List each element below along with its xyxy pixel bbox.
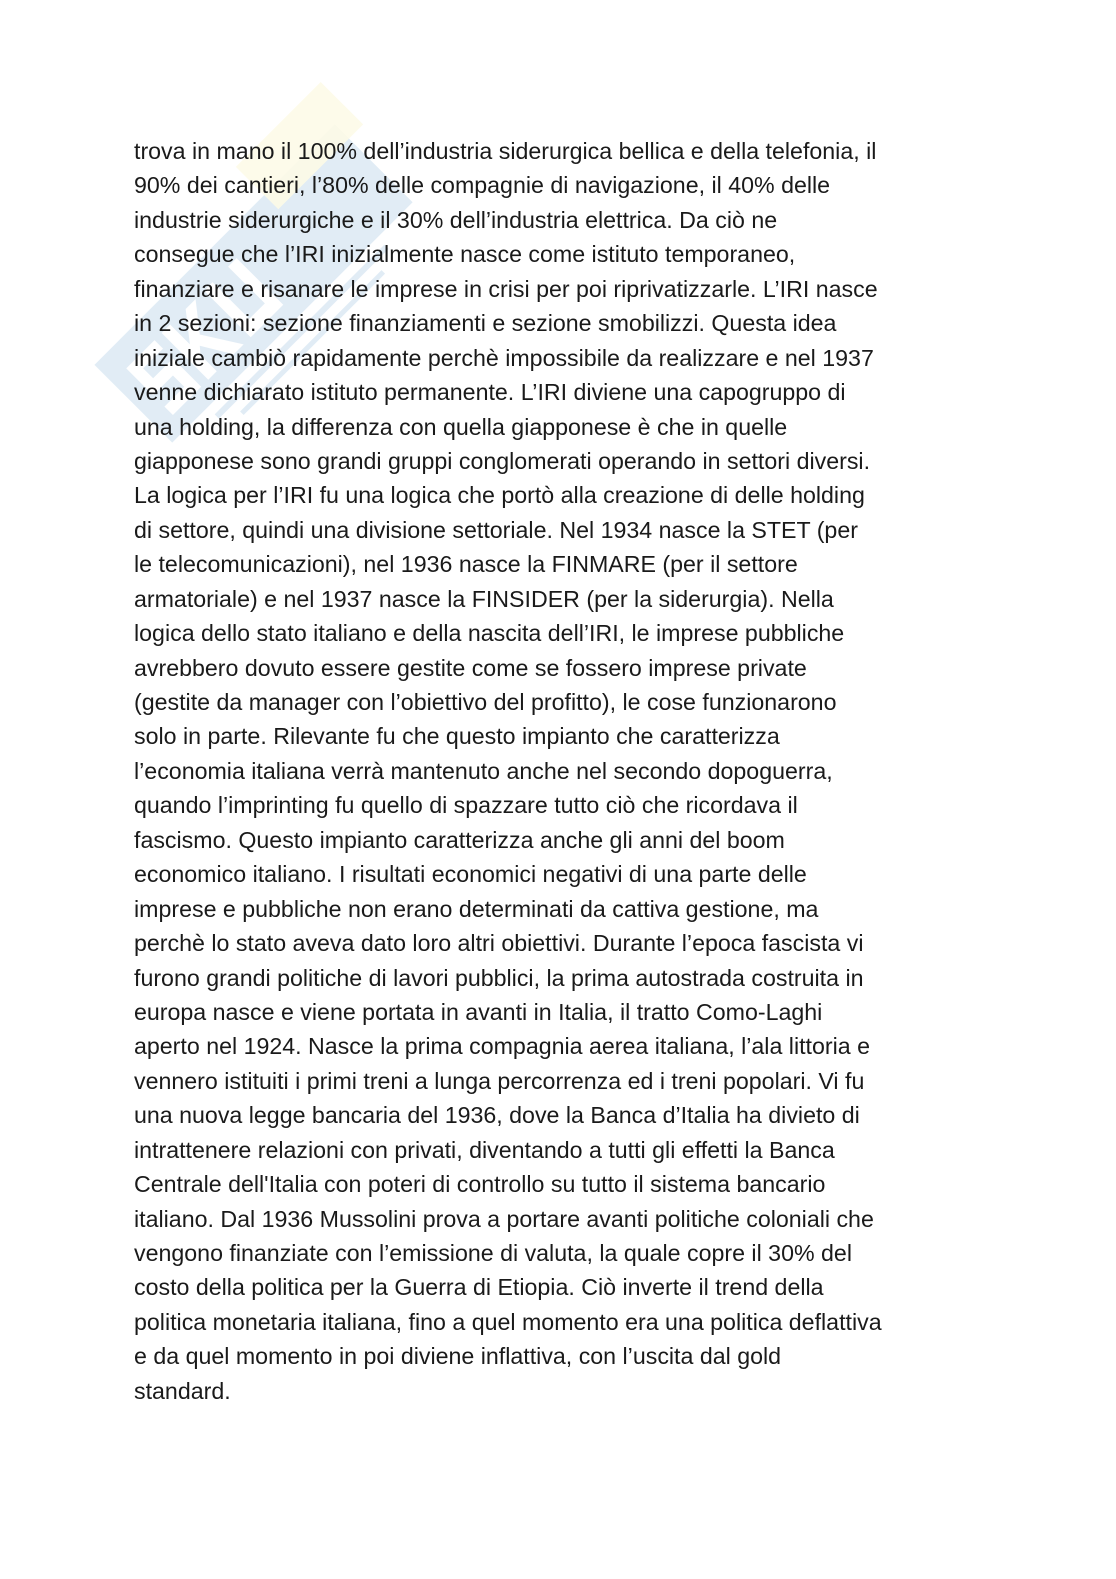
text-line: intrattenere relazioni con privati, diventando a tutti gli effetti la Banca (134, 1136, 835, 1163)
text-line: imprese e pubbliche non erano determinati da cattiva gestione, ma (134, 895, 819, 922)
text-line: standard. (134, 1377, 231, 1404)
text-line: solo in parte. Rilevante fu che questo impianto che caratterizza (134, 723, 780, 750)
text-line: giapponese sono grandi gruppi conglomerati operando in settori diversi. (134, 447, 871, 474)
text-line: vennero istituiti i primi treni a lunga percorrenza ed i treni popolari. Vi fu (134, 1067, 865, 1094)
text-line: italiano. Dal 1936 Mussolini prova a portare avanti politiche coloniali che (134, 1205, 874, 1232)
text-line: La logica per l’IRI fu una logica che portò alla creazione di delle holding (134, 482, 865, 509)
text-line: una nuova legge bancaria del 1936, dove la Banca d’Italia ha divieto di (134, 1102, 860, 1129)
text-line: fascismo. Questo impianto caratterizza anche gli anni del boom (134, 826, 785, 853)
body-text (134, 134, 984, 1408)
text-line: politica monetaria italiana, fino a quel momento era una politica deflattiva (134, 1308, 882, 1335)
text-line: una holding, la differenza con quella giapponese è che in quelle (134, 413, 788, 440)
text-line: l’economia italiana verrà mantenuto anche nel secondo dopoguerra, (134, 757, 833, 784)
text-line: Centrale dell'Italia con poteri di controllo su tutto il sistema bancario (134, 1171, 826, 1198)
text-line: vengono finanziate con l’emissione di valuta, la quale copre il 30% del (134, 1240, 852, 1266)
text-line: e da quel momento in poi diviene inflattiva, con l’uscita dal gold (134, 1343, 782, 1370)
text-line: costo della politica per la Guerra di Etiopia. Ciò inverte il trend della (134, 1274, 824, 1301)
text-line: economico italiano. I risultati economici negativi di una parte delle (134, 861, 807, 888)
text-line: industrie siderurgiche e il 30% dell’industria elettrica. Da ciò ne (134, 206, 778, 233)
text-line: aperto nel 1924. Nasce la prima compagnia aerea italiana, l’ala littoria e (134, 1033, 870, 1060)
text-line: in 2 sezioni: sezione finanziamenti e sezione smobilizzi. Questa idea (134, 310, 837, 337)
text-line: le telecomunicazioni), nel 1936 nasce la FINMARE (per il settore (134, 551, 798, 578)
text-line: avrebbero dovuto essere gestite come se fossero imprese private (134, 654, 807, 681)
text-line: furono grandi politiche di lavori pubblici, la prima autostrada costruita in (134, 964, 864, 991)
text-line: venne dichiarato istituto permanente. L’IRI diviene una capogruppo di (134, 379, 846, 406)
text-line: consegue che l’IRI inizialmente nasce come istituto temporaneo, (134, 241, 796, 268)
text-line: (gestite da manager con l’obiettivo del profitto), le cose funzionarono (134, 689, 837, 715)
text-line: finanziare e risanare le imprese in crisi per poi riprivatizzarle. L’IRI nasce (134, 275, 878, 302)
text-line: perchè lo stato aveva dato loro altri obiettivi. Durante l’epoca fascista vi (134, 930, 864, 957)
text-line: armatoriale) e nel 1937 nasce la FINSIDER (per la siderurgia). Nella (134, 585, 834, 612)
text-line: quando l’imprinting fu quello di spazzare tutto ciò che ricordava il (134, 792, 798, 819)
text-line: logica dello stato italiano e della nascita dell’IRI, le imprese pubbliche (134, 620, 845, 647)
text-line: trova in mano il 100% dell’industria siderurgica bellica e della telefonia, il (134, 138, 877, 164)
text-line: iniziale cambiò rapidamente perchè impossibile da realizzare e nel 1937 (134, 344, 874, 371)
text-line: di settore, quindi una divisione settoriale. Nel 1934 nasce la STET (per (134, 516, 858, 543)
text-line: europa nasce e viene portata in avanti in Italia, il tratto Como-Laghi (134, 998, 823, 1025)
text-line: 90% dei cantieri, l’80% delle compagnie di navigazione, il 40% delle (134, 172, 831, 199)
